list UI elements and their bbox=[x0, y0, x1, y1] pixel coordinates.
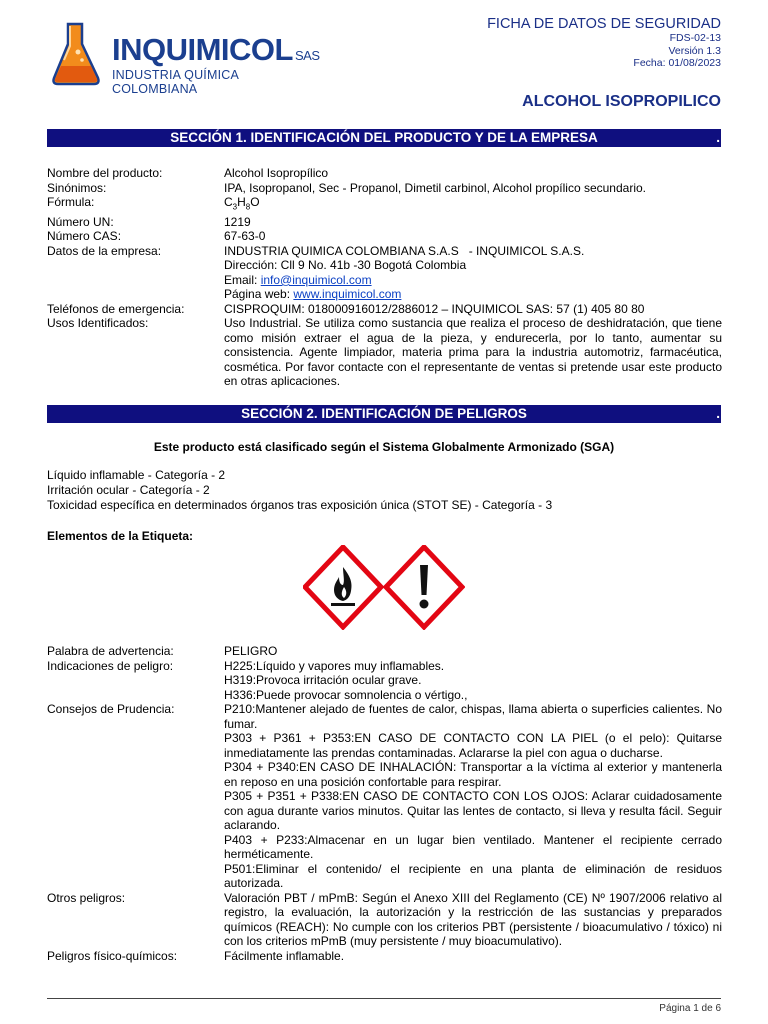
row-signal-word: Palabra de advertencia: PELIGRO bbox=[47, 644, 722, 659]
doc-version: Versión 1.3 bbox=[668, 44, 721, 57]
section-1-header: SECCIÓN 1. IDENTIFICACIÓN DEL PRODUCTO Y DE LA EMPRESA . bbox=[47, 129, 721, 147]
logo-tagline: INDUSTRIA QUÍMICA COLOMBIANA bbox=[112, 68, 239, 96]
row-identified-uses: Usos Identificados: Uso Industrial. Se utiliza como sustancia que realiza el proceso de deshidratación, que tiene como misión extraer el agua de la pieza, y endurecerla, por lo tanto, aumentar su consistencia. Agente limpiador, materia prima para la industria automotriz, farmacéutica, cosmética. Por favor contacte con el representante de ventas si pretende usar este producto en otras aplicaciones. bbox=[47, 316, 722, 389]
logo-sas: SAS bbox=[295, 48, 320, 63]
row-synonyms: Sinónimos: IPA, Isopropanol, Sec - Propanol, Dimetil carbinol, Alcohol propílico secundario. bbox=[47, 180, 646, 195]
exclamation-icon bbox=[386, 547, 462, 627]
logo-wordmark: INQUIMICOL SAS bbox=[112, 32, 320, 67]
hazard-categories bbox=[47, 468, 552, 513]
row-hazard-statements: Indicaciones de peligro: H225:Líquido y vapores muy inflamables. H319:Provoca irritación ocular grave. H336:Puede provocar somnolencia o vértigo., bbox=[47, 659, 722, 703]
section-1-body bbox=[47, 166, 722, 389]
flame-icon bbox=[305, 547, 381, 627]
row-precautionary-statements: Consejos de Prudencia: P210:Mantener alejado de fuentes de calor, chispas, llama abierta o superficies calientes. No fumar. P303 + P361 + P353:EN CASO DE CONTACTO CON LA PIEL (o el pelo): Quitarse inmediatamente las prendas contaminadas. Aclararse la piel con agua o ducharse. P304 + P340:EN CASO DE INHALACIÓN: Transportar a la víctima al exterior y mantenerla en reposo en una posición confortable para respirar. P305 + P351 + P338:EN CASO DE CONTACTO CON LOS OJOS: Aclarar cuidadosamente con agua durante varios minutos. Quitar las lentes de contacto, si lleva y resulta fácil. Seguir aclarando. P403 + P233:Almacenar en un lugar bien ventilado. Mantener el recipiente cerrado herméticamente. P501:Eliminar el contenido/ el recipiente en una planta de eliminación de residuos autorizada. bbox=[47, 702, 722, 890]
row-physchem-hazards: Peligros físico-químicos: Fácilmente inflamable. bbox=[47, 948, 345, 963]
doc-date: Fecha: 01/08/2023 bbox=[633, 57, 721, 69]
section-1-title: SECCIÓN 1. IDENTIFICACIÓN DEL PRODUCTO Y DE LA EMPRESA bbox=[170, 130, 598, 145]
ghs-pictograms bbox=[303, 545, 465, 630]
formula-value: $C_3H_8O$ bbox=[224, 195, 260, 212]
hazard-statement: H336:Puede provocar somnolencia o vértigo., bbox=[224, 687, 468, 702]
hazard-statement: H319:Provoca irritación ocular grave. bbox=[224, 673, 422, 687]
company-name: INDUSTRIA QUIMICA COLOMBIANA S.A.S - INQUIMICOL S.A.S. bbox=[224, 243, 585, 258]
section-2-header: SECCIÓN 2. IDENTIFICACIÓN DE PELIGROS . bbox=[47, 405, 721, 423]
document-meta bbox=[487, 16, 721, 70]
section-2-body bbox=[47, 644, 722, 963]
product-title: ALCOHOL ISOPROPILICO bbox=[522, 93, 721, 110]
precautionary-statement: P304 + P340:EN CASO DE INHALACIÓN: Transportar a la víctima al exterior y mantenerla en reposo en una posición confortable para respirar. bbox=[224, 760, 722, 789]
company-email: Email: info@inquimicol.com bbox=[224, 272, 372, 287]
hazard-statement: H225:Líquido y vapores muy inflamables. bbox=[224, 658, 445, 673]
company-web: Página web: www.inquimicol.com bbox=[224, 287, 402, 302]
footer-divider bbox=[47, 998, 721, 999]
section-2-title: SECCIÓN 2. IDENTIFICACIÓN DE PELIGROS bbox=[241, 406, 527, 421]
precautionary-statement: P210:Mantener alejado de fuentes de calor, chispas, llama abierta o superficies calientes. No fumar. bbox=[224, 702, 722, 731]
doc-code: FDS-02-13 bbox=[669, 32, 721, 44]
category-item: Toxicidad específica en determinados órganos tras exposición única (STOT SE) - Categoría - 3 bbox=[47, 498, 553, 512]
row-cas-number: Número CAS: 67-63-0 bbox=[47, 229, 266, 244]
precautionary-statement: P303 + P361 + P353:EN CASO DE CONTACTO CON LA PIEL (o el pelo): Quitarse inmediatamente las prendas contaminadas. Aclararse la piel con agua o ducharse. bbox=[224, 731, 722, 760]
signal-word: PELIGRO bbox=[224, 644, 278, 658]
category-item: Líquido inflamable - Categoría - 2 bbox=[47, 468, 226, 482]
precautionary-statement: P305 + P351 + P338:EN CASO DE CONTACTO CON LOS OJOS: Aclarar cuidadosamente con agua durante varios minutos. Quitar las lentes de contacto, si lleva y resulta fácil. Seguir aclarando. bbox=[224, 789, 722, 832]
ghs-classification-note: Este producto está clasificado según el Sistema Globalmente Armonizado (SGA) bbox=[153, 440, 615, 454]
page-number: Página 1 de 6 bbox=[659, 1003, 721, 1014]
row-product-name: Nombre del producto: Alcohol Isopropílico bbox=[47, 166, 329, 180]
company-address: Dirección: Cll 9 No. 41b -30 Bogotá Colombia bbox=[224, 258, 467, 273]
precautionary-statement: P403 + P233:Almacenar en un lugar bien ventilado. Mantener el recipiente cerrado herméticamente. bbox=[224, 832, 722, 861]
flask-logo-icon bbox=[50, 22, 102, 86]
precautionary-statement: P501:Eliminar el contenido/ el recipiente en una planta de eliminación de residuos autorizada. bbox=[224, 861, 722, 890]
row-un-number: Número UN: 1219 bbox=[47, 214, 251, 229]
row-formula: Fórmula: $C_3H_8O$ bbox=[47, 195, 722, 215]
website-link[interactable]: www.inquimicol.com bbox=[293, 287, 402, 302]
category-item: Irritación ocular - Categoría - 2 bbox=[47, 483, 210, 497]
row-other-hazards: Otros peligros: Valoración PBT / mPmB: Según el Anexo XIII del Reglamento (CE) Nº 1907/2006 relativo al registro, la evaluación, la autorización y la restricción de las sustancias y preparados químicos (REACH): No cumple con los criterios PBT (persistente / bioacumulativo / tóxico) ni con los criterios mPmB (muy persistente / muy bioacumulativo). bbox=[47, 890, 722, 948]
email-link[interactable]: info@inquimicol.com bbox=[260, 272, 372, 287]
doc-type: FICHA DE DATOS DE SEGURIDAD bbox=[487, 16, 721, 32]
row-company: Datos de la empresa: INDUSTRIA QUIMICA COLOMBIANA S.A.S - INQUIMICOL S.A.S. Dirección: Cll 9 No. 41b -30 Bogotá Colombia Email: info@inquimicol.com Página web: www.inquimicol.com bbox=[47, 244, 722, 302]
label-elements-heading: Elementos de la Etiqueta: bbox=[47, 529, 194, 543]
company-logo bbox=[50, 22, 320, 96]
row-emergency-phones: Teléfonos de emergencia: CISPROQUIM: 018000916012/2886012 – INQUIMICOL SAS: 57 (1) 405 80 80 bbox=[47, 301, 645, 316]
